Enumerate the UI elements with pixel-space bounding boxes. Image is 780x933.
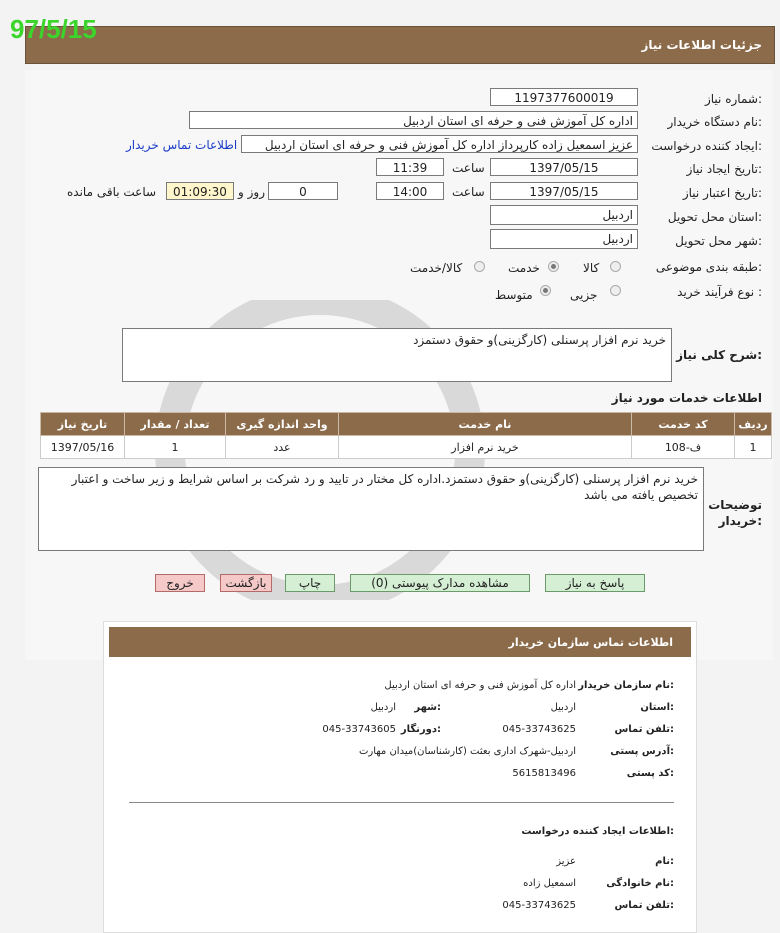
services-table — [40, 412, 772, 459]
remaining-time-field[interactable]: 01:09:30 — [166, 182, 234, 200]
col-qty: تعداد / مقدار — [125, 413, 226, 436]
print-button[interactable]: چاپ — [285, 574, 335, 592]
category-option-service: خدمت — [508, 261, 540, 275]
process-label: نوع فرآیند خرید : — [677, 285, 762, 299]
fax-value: 045-33743605 — [322, 724, 396, 735]
address-value: اردبیل-شهرک اداری بعثت (کارشناسان)میدان مهارت — [359, 746, 576, 757]
postal-label: کد پستی: — [626, 768, 674, 779]
province-label: استان محل تحویل: — [667, 210, 762, 224]
page-title: جزئیات اطلاعات نیاز — [641, 38, 762, 52]
contact-city-value: اردبیل — [370, 702, 396, 713]
cell-date: 1397/05/16 — [41, 436, 125, 459]
creator-phone-value: 045-33743625 — [502, 900, 576, 911]
creator-family-label: نام خانوادگی: — [606, 878, 674, 889]
valid-date-label: تاریخ اعتبار نیاز: — [682, 186, 762, 200]
need-no-label: شماره نیاز: — [704, 92, 762, 106]
category-radio-goods-service[interactable] — [474, 261, 485, 272]
remaining-label: ساعت باقی مانده — [67, 185, 157, 199]
summary-textarea[interactable]: خرید نرم افزار پرسنلی (کارگزینی)و حقوق دستمزد — [122, 328, 672, 382]
exit-button[interactable]: خروج — [155, 574, 205, 592]
col-unit: واحد اندازه گیری — [226, 413, 339, 436]
created-date-field[interactable]: 1397/05/15 — [490, 158, 638, 176]
contact-phone-label: تلفن تماس: — [614, 724, 674, 735]
col-code: کد خدمت — [632, 413, 735, 436]
creator-phone-label: تلفن تماس: — [614, 900, 674, 911]
buyer-field[interactable]: اداره کل آموزش فنی و حرفه ای استان اردبیل — [189, 111, 638, 129]
cell-qty: 1 — [125, 436, 226, 459]
creator-name-value: عزیز — [556, 856, 576, 867]
contact-city-label: شهر: — [414, 702, 441, 713]
reply-button[interactable]: پاسخ به نیاز — [545, 574, 645, 592]
creator-title: اطلاعات ایجاد کننده درخواست: — [521, 826, 674, 837]
contact-province-label: استان: — [640, 702, 674, 713]
org-value: اداره کل آموزش فنی و حرفه ای استان اردبیل — [384, 680, 576, 691]
process-radio-minor[interactable] — [610, 285, 621, 296]
requester-label: ایجاد کننده درخواست: — [651, 139, 762, 153]
summary-label: شرح کلی نیاز: — [676, 348, 762, 362]
fax-label: دورنگار: — [400, 724, 441, 735]
valid-time-field[interactable]: 14:00 — [376, 182, 444, 200]
address-label: آدرس پستی: — [610, 746, 674, 757]
cell-code: ف-108 — [632, 436, 735, 459]
contact-card-title: اطلاعات تماس سازمان خریدار — [508, 636, 673, 649]
city-field[interactable]: اردبیل — [490, 229, 638, 249]
cell-name: خرید نرم افزار — [339, 436, 632, 459]
contact-phone-value: 045-33743625 — [502, 724, 576, 735]
cell-row: 1 — [735, 436, 772, 459]
table-row — [41, 436, 772, 459]
date-stamp: 97/5/15 — [10, 14, 97, 44]
created-time-label: ساعت — [452, 161, 485, 175]
org-label: نام سازمان خریدار: — [578, 680, 674, 691]
cell-unit: عدد — [226, 436, 339, 459]
category-label: طبقه بندی موضوعی: — [655, 260, 762, 274]
created-time-field[interactable]: 11:39 — [376, 158, 444, 176]
creator-family-value: اسمعیل زاده — [523, 878, 576, 889]
category-radio-goods[interactable] — [610, 261, 621, 272]
contact-province-value: اردبیل — [550, 702, 576, 713]
valid-time-label: ساعت — [452, 185, 485, 199]
col-name: نام خدمت — [339, 413, 632, 436]
contact-card — [103, 621, 697, 933]
buyer-notes-label: توضیحات خریدار: — [708, 498, 762, 528]
category-option-goods-service: کالا/خدمت — [410, 261, 463, 275]
buyer-label: نام دستگاه خریدار: — [667, 115, 762, 129]
creator-name-label: نام: — [655, 856, 674, 867]
city-label: شهر محل تحویل: — [675, 234, 762, 248]
col-date: تاریخ نیاز — [41, 413, 125, 436]
col-row: ردیف — [735, 413, 772, 436]
page-header — [25, 26, 775, 64]
province-field[interactable]: اردبیل — [490, 205, 638, 225]
back-button[interactable]: بازگشت — [220, 574, 272, 592]
days-field[interactable]: 0 — [268, 182, 338, 200]
category-radio-service[interactable] — [548, 261, 559, 272]
process-radio-medium[interactable] — [540, 285, 551, 296]
buyer-notes-textarea[interactable]: خرید نرم افزار پرسنلی (کارگزینی)و حقوق دستمزد.اداره کل مختار در تایید و رد شرکت بر اساس شرایط و زیر ساخت و اعتبار تخصیص یافته می باشد — [38, 467, 704, 551]
contact-card-header — [109, 627, 691, 657]
created-date-label: تاریخ ایجاد نیاز: — [686, 162, 762, 176]
valid-date-field[interactable]: 1397/05/15 — [490, 182, 638, 200]
requester-field[interactable]: عزیز اسمعیل زاده کارپرداز اداره کل آموزش فنی و حرفه ای استان اردبیل — [241, 135, 638, 153]
attachments-button[interactable]: مشاهده مدارک پیوستی (0) — [350, 574, 530, 592]
process-option-minor: جزیی — [570, 288, 598, 302]
buyer-contact-link[interactable]: اطلاعات تماس خریدار — [126, 138, 238, 152]
need-no-field[interactable]: 1197377600019 — [490, 88, 638, 106]
contact-divider — [129, 802, 674, 803]
process-option-medium: متوسط — [495, 288, 533, 302]
days-label: روز و — [238, 185, 265, 199]
postal-value: 5615813496 — [512, 768, 576, 779]
services-title: اطلاعات خدمات مورد نیاز — [611, 391, 762, 405]
category-option-goods: کالا — [583, 261, 600, 275]
